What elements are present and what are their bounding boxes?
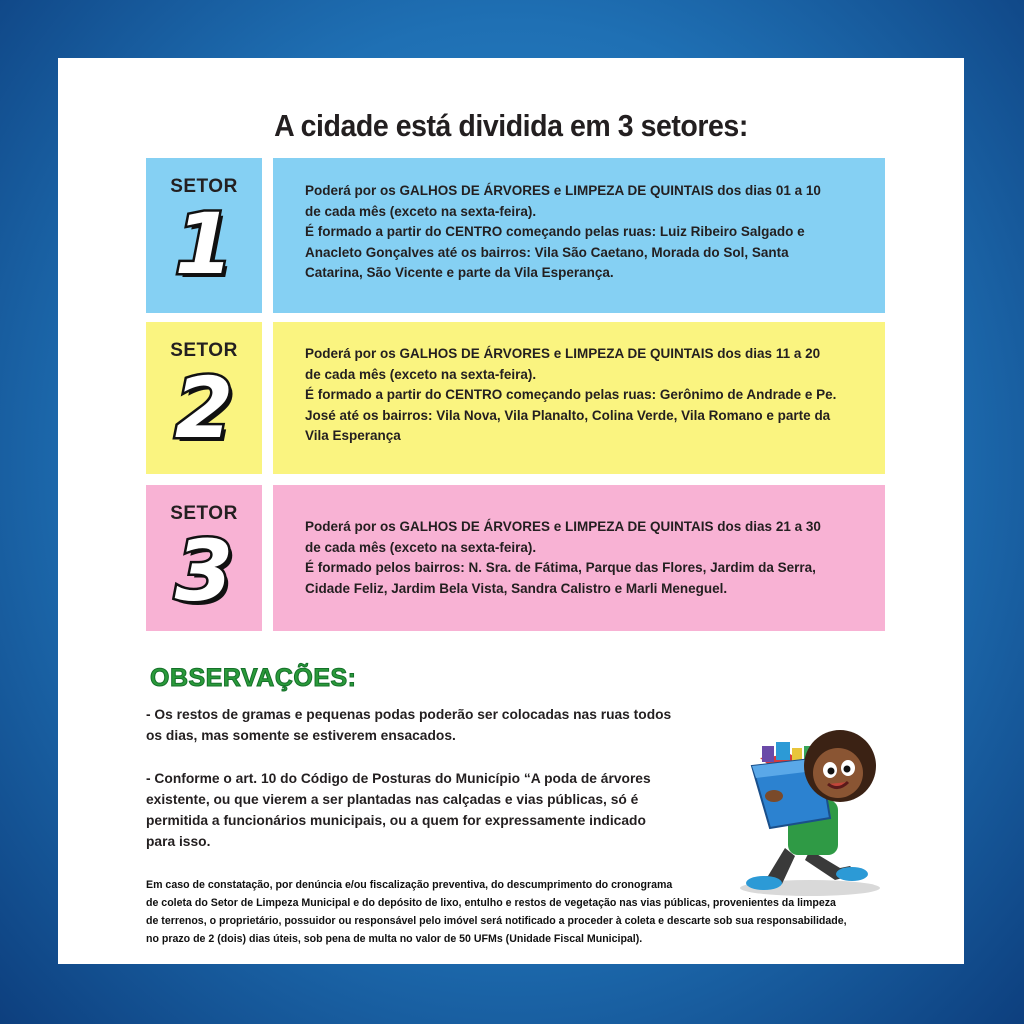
sector-2-number: 2 <box>174 359 234 457</box>
sector-2-tag <box>146 322 262 474</box>
observation-line: os dias, mas somente se estiverem ensacados. <box>146 728 456 743</box>
sector-1-line: Poderá por os GALHOS DE ÁRVORES e LIMPEZA DE QUINTAIS dos dias 01 a 10 <box>305 183 821 198</box>
footer-line: no prazo de 2 (dois) dias úteis, sob pena de multa no valor de 50 UFMs (Unidade Fiscal Municipal). <box>146 933 643 945</box>
sector-1-line: de cada mês (exceto na sexta-feira). <box>305 203 537 219</box>
sector-1-line: É formado a partir do CENTRO começando pelas ruas: Luiz Ribeiro Salgado e <box>305 224 805 239</box>
sector-3-line: de cada mês (exceto na sexta-feira). <box>305 539 537 555</box>
sector-1-description <box>273 158 885 313</box>
sector-1-line: Anacleto Gonçalves até os bairros: Vila São Caetano, Morada do Sol, Santa <box>305 244 789 260</box>
sector-3-label: SETOR <box>170 503 238 524</box>
observation-line: - Conforme o art. 10 do Código de Posturas do Município “A poda de árvores <box>146 771 651 786</box>
sector-2-line: de cada mês (exceto na sexta-feira). <box>305 366 537 382</box>
sector-3-line: Poderá por os GALHOS DE ÁRVORES e LIMPEZA DE QUINTAIS dos dias 21 a 30 <box>305 519 821 534</box>
sector-2-line: Poderá por os GALHOS DE ÁRVORES e LIMPEZA DE QUINTAIS dos dias 11 a 20 <box>305 346 821 361</box>
observation-line: para isso. <box>146 834 211 849</box>
sector-1-text <box>305 181 865 284</box>
observations-title: OBSERVAÇÕES: <box>150 664 357 692</box>
sector-2-description <box>273 322 885 474</box>
sector-1-number: 1 <box>174 195 234 293</box>
footer-line: de coleta do Setor de Limpeza Municipal e do depósito de lixo, entulho e restos de vegetação nas vias públicas, provenientes da limpeza <box>146 897 836 909</box>
observation-paragraph-2 <box>146 768 686 852</box>
sector-3-tag <box>146 485 262 631</box>
sector-1-label: SETOR <box>170 176 238 197</box>
footer-notice <box>146 876 936 948</box>
sector-3-number: 3 <box>174 522 234 620</box>
info-card <box>58 58 964 964</box>
sector-2-line: José até os bairros: Vila Nova, Vila Planalto, Colina Verde, Vila Romano e parte da <box>305 407 831 423</box>
footer-line: Em caso de constatação, por denúncia e/ou fiscalização preventiva, do descumprimento do cronograma <box>146 879 673 891</box>
child-carrying-recycling-box-icon <box>690 718 890 898</box>
sector-2-label: SETOR <box>170 340 238 361</box>
observation-line: - Os restos de gramas e pequenas podas poderão ser colocadas nas ruas todos <box>146 707 672 722</box>
sector-2-line: É formado a partir do CENTRO começando pelas ruas: Gerônimo de Andrade e Pe. <box>305 387 837 402</box>
observation-paragraph-1 <box>146 704 686 746</box>
sector-1-line: Catarina, São Vicente e parte da Vila Esperança. <box>305 265 614 280</box>
page-title: A cidade está dividida em 3 setores: <box>274 108 748 143</box>
sector-3-line: É formado pelos bairros: N. Sra. de Fátima, Parque das Flores, Jardim da Serra, <box>305 560 816 575</box>
observation-line: existente, ou que vierem a ser plantadas nas calçadas e vias públicas, só é <box>146 792 639 807</box>
footer-line: de terrenos, o proprietário, possuidor ou responsável pelo imóvel será notificado a proceder à coleta e descarte sob sua responsabilidade, <box>146 915 847 927</box>
sector-3-description <box>273 485 885 631</box>
observation-line: permitida a funcionários municipais, ou a quem for expressamente indicado <box>146 813 646 828</box>
sector-1-tag <box>146 158 262 313</box>
sector-2-text <box>305 344 865 447</box>
sector-3-text <box>305 517 865 599</box>
sector-3-line: Cidade Feliz, Jardim Bela Vista, Sandra Calistro e Marli Meneguel. <box>305 580 728 596</box>
sector-2-line: Vila Esperança <box>305 428 401 443</box>
